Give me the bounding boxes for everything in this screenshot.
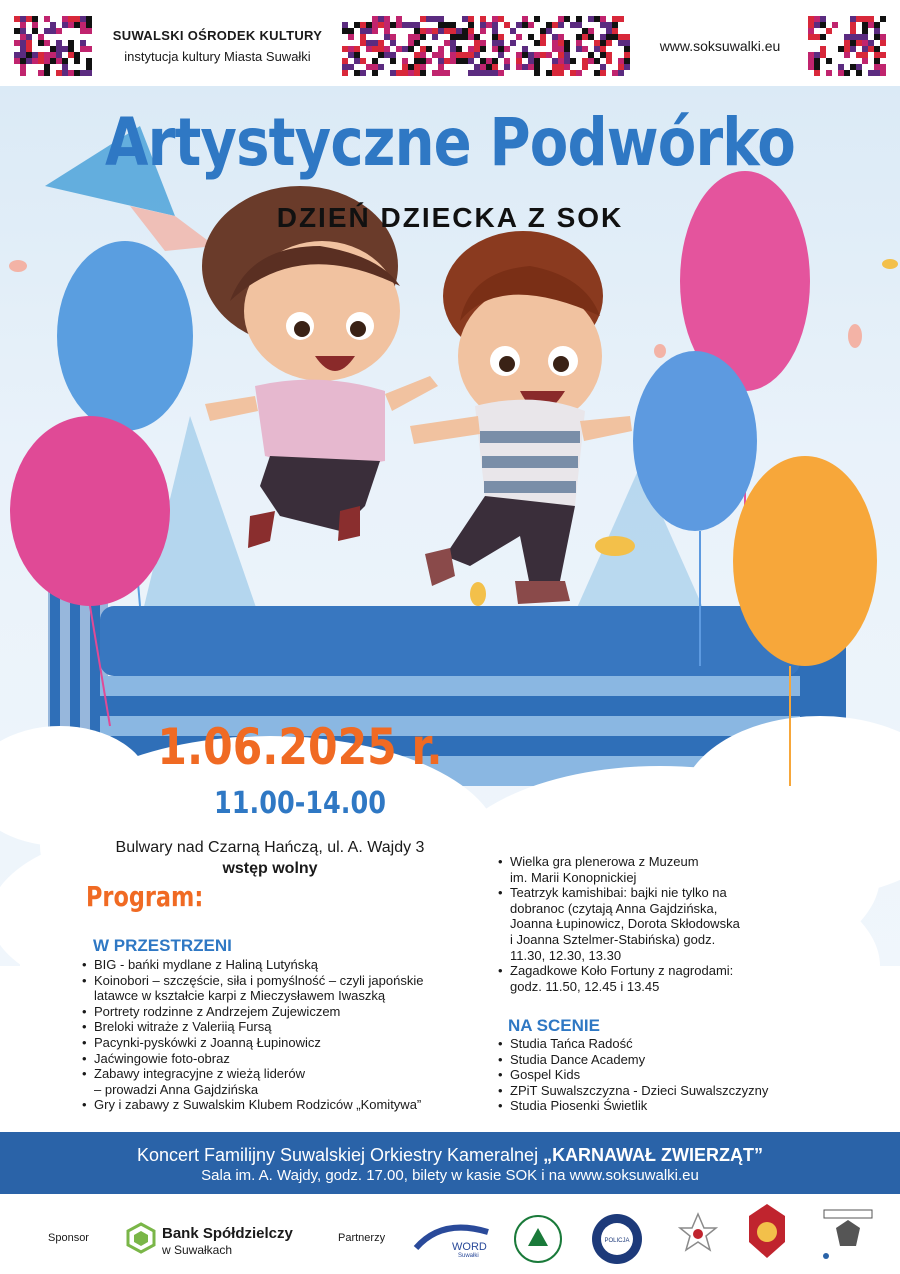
- military-cross-logo: [676, 1210, 720, 1266]
- concert-prefix: Koncert Familijny Suwalskiej Orkiestry Kameralnej: [136, 1145, 544, 1165]
- event-entry: wstęp wolny: [222, 860, 318, 877]
- list-item: • Teatrzyk kamishibai: bajki nie tylko na: [498, 885, 798, 901]
- org-subtitle: instytucja kultury Miasta Suwałki: [124, 49, 311, 64]
- concert-title: [0, 1145, 900, 1166]
- list-item: • Pacynki-pyskówki z Joanną Łupinowicz: [82, 1035, 492, 1051]
- activities-list: [498, 854, 798, 994]
- word-logo-text: WORD: [452, 1241, 487, 1253]
- outdoor-section-title: W PRZESTRZENI: [93, 936, 232, 955]
- list-item: im. Marii Konopnickiej: [510, 869, 637, 885]
- fire-service-logo: [745, 1202, 789, 1262]
- list-item: godz. 11.50, 12.45 i 13.45: [510, 978, 660, 994]
- list-item: • Koinobori – szczęście, siła i pomyślność – czyli japońskie: [82, 973, 492, 989]
- local-association-logo: [818, 1206, 878, 1262]
- list-item: • Portrety rodzinne z Andrzejem Zujewiczem: [82, 1004, 492, 1020]
- stage-section-title: NA SCENIE: [508, 1016, 600, 1035]
- list-item: latawce w kształcie karpi z Mieczysławem Iwaszką: [94, 988, 386, 1004]
- bank-city: w Suwałkach: [162, 1243, 233, 1257]
- list-item: – prowadzi Anna Gajdzińska: [94, 1081, 259, 1097]
- org-name: SUWALSKI OŚRODEK KULTURY: [112, 28, 323, 43]
- police-logo-text: POLICJA: [604, 1238, 630, 1244]
- sponsor-label: Sponsor: [48, 1232, 89, 1244]
- list-item: • Gry i zabawy z Suwalskim Klubem Rodziców „Komitywa”: [82, 1097, 492, 1113]
- program-title: Program:: [86, 880, 204, 913]
- pixel-pattern-right: [808, 16, 888, 76]
- bank-name: Bank Spółdzielczy: [162, 1225, 293, 1242]
- website-link[interactable]: www.soksuwalki.eu: [659, 38, 781, 54]
- list-item: i Joanna Sztelmer-Stabińska) godz.: [510, 931, 716, 947]
- list-item: • Studia Dance Academy: [498, 1052, 828, 1068]
- event-time: 11.00-14.00: [214, 786, 386, 821]
- concert-details: Sala im. A. Wajdy, godz. 17.00, bilety w kasie SOK i na www.soksuwalki.eu: [201, 1167, 699, 1184]
- list-item: • ZPiT Suwalszczyzna - Dzieci Suwalszczyzny: [498, 1083, 828, 1099]
- partners-label: Partnerzy: [338, 1232, 386, 1244]
- event-date: 1.06.2025 r.: [157, 718, 443, 776]
- word-logo: [412, 1218, 492, 1258]
- pixel-pattern-left: [14, 16, 94, 76]
- pixel-pattern-center: [342, 16, 632, 76]
- list-item: • Zabawy integracyjne z wieżą liderów: [82, 1066, 492, 1082]
- list-item: • Gospel Kids: [498, 1067, 828, 1083]
- list-item: dobranoc (czytają Anna Gajdzińska,: [510, 900, 718, 916]
- list-item: • Breloki witraże z Valeriią Fursą: [82, 1019, 492, 1035]
- outdoor-list: [82, 957, 492, 1113]
- list-item: Joanna Łupinowicz, Dorota Skłodowska: [510, 916, 740, 932]
- event-title: Artystyczne Podwórko: [105, 104, 795, 181]
- police-logo: [590, 1212, 644, 1266]
- event-subtitle: DZIEŃ DZIECKA Z SOK: [276, 202, 624, 233]
- list-item: • Zagadkowe Koło Fortuny z nagrodami:: [498, 963, 798, 979]
- list-item: 11.30, 12.30, 13.30: [510, 947, 622, 963]
- list-item: • Studia Piosenki Świetlik: [498, 1098, 828, 1114]
- list-item: • Studia Tańca Radość: [498, 1036, 828, 1052]
- bank-logo-icon: [126, 1222, 156, 1254]
- stage-list: [498, 1036, 828, 1114]
- list-item: • BIG - bańki mydlane z Haliną Lutyńską: [82, 957, 492, 973]
- girl-illustration: [202, 186, 438, 548]
- word-logo-subtext: Suwałki: [458, 1253, 479, 1258]
- header: [0, 0, 900, 86]
- list-item: • Jaćwingowie foto-obraz: [82, 1051, 492, 1067]
- event-address: Bulwary nad Czarną Hańczą, ul. A. Wajdy 3: [115, 839, 425, 856]
- list-item: • Wielka gra plenerowa z Muzeum: [498, 854, 798, 870]
- forest-service-logo: [513, 1214, 563, 1264]
- concert-name: „KARNAWAŁ ZWIERZĄT”: [543, 1145, 764, 1165]
